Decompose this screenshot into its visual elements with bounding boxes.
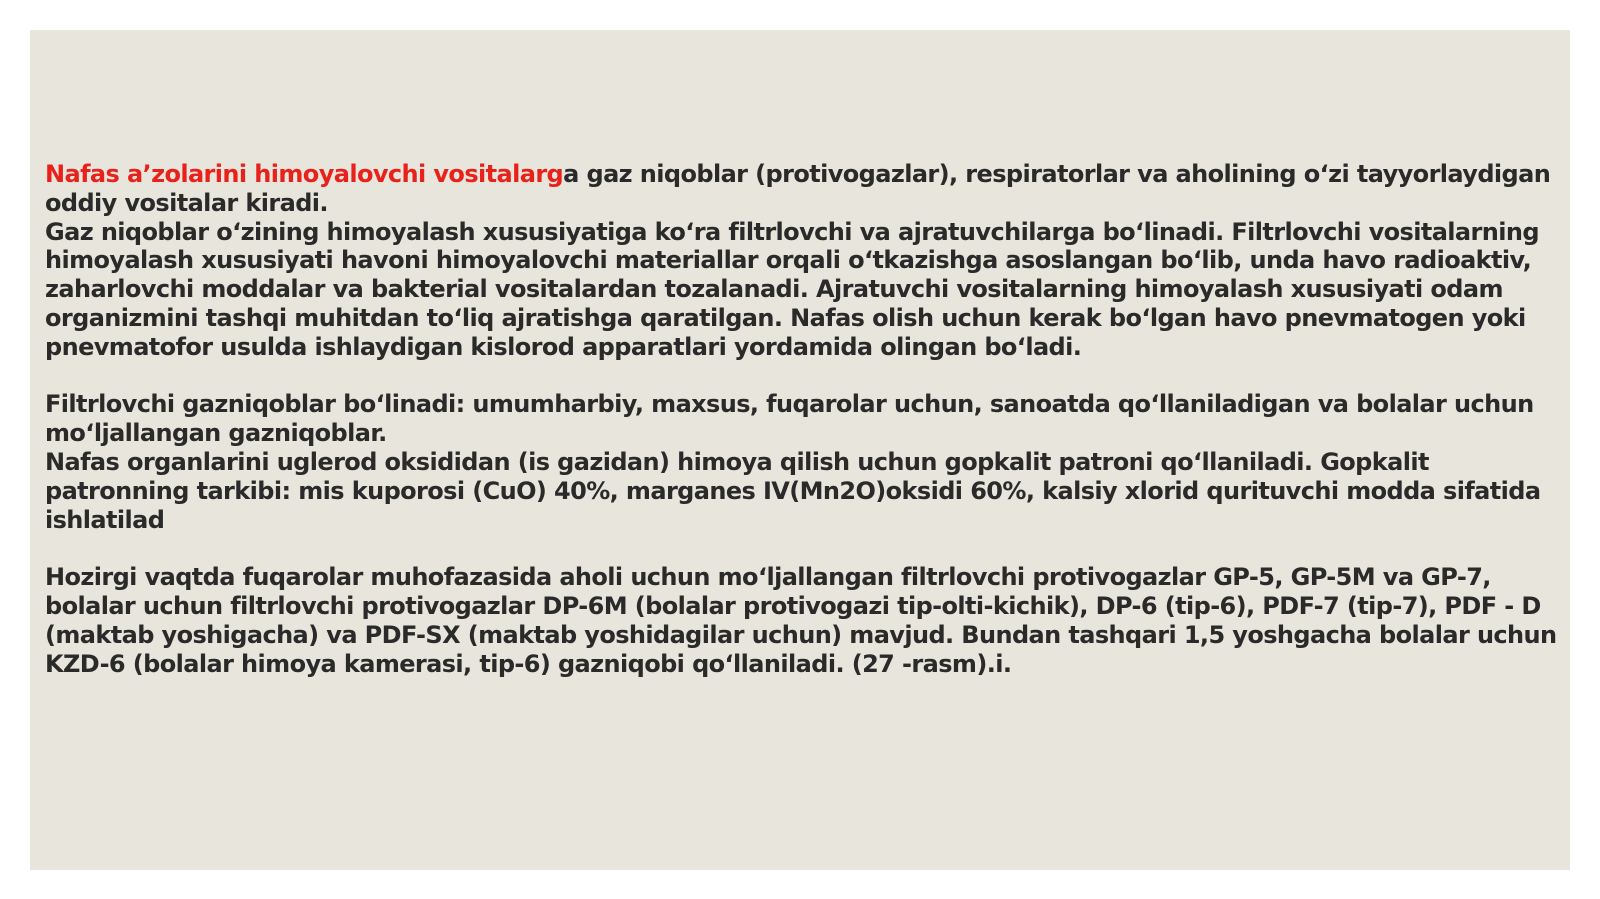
paragraph-gopkalit-cartridge: Nafas organlarini uglerod oksididan (is gazidan) himoya qilish uchun gopkalit patroni qo‘llaniladi. Gopkalit patronning tarkibi: mis kuporosi (CuO) 40%, marganes IV(Mn2O)oksidi 60%, kalsiy xlorid qurituvchi modda sifatida ishlatilad [45, 447, 1541, 534]
paragraph-intro [45, 160, 1560, 218]
paragraph-spacer [45, 362, 1560, 391]
intro-rest: a gaz niqoblar (protivogazlar), respiratorlar va aholining o‘zi tayyorlaydigan oddiy vositalar kiradi. [45, 160, 1551, 217]
slide-text-body [45, 160, 1560, 678]
paragraph-filter-categories: Filtrlovchi gazniqoblar bo‘linadi: umumharbiy, maxsus, fuqarolar uchun, sanoatda qo‘llaniladigan va bolalar uchun mo‘ljallangan gazniqoblar. [45, 390, 1534, 448]
paragraph-gas-mask-types: Gaz niqoblar o‘zining himoyalash xususiyatiga ko‘ra filtrlovchi va ajratuvchilarga bo‘linadi. Filtrlovchi vositalarning himoyalash xususiyati havoni himoyalovchi materiallar orqali o‘tkazishga asoslangan bo‘lib, unda havo radioaktiv, zaharlovchi moddalar va bakterial vositalardan tozalanadi. Ajratuvchi vositalarning himoyalash xususiyati odam organizmini tashqi muhitdan to‘liq ajratishga qaratilgan. Nafas olish uchun kerak bo‘lgan havo pnevmatogen yoki pnevmatofor usulda ishlaydigan kislorod apparatlari yordamida olingan bo‘ladi. [45, 217, 1539, 361]
paragraph-current-models: Hozirgi vaqtda fuqarolar muhofazasida aholi uchun mo‘ljallangan filtrlovchi protivogazlar GP-5, GP-5M va GP-7, bolalar uchun filtrlovchi protivogazlar DP-6M (bolalar protivogazi tip-olti-kichik), DP-6 (tip-6), PDF-7 (tip-7), PDF - D (maktab yoshigacha) va PDF-SX (maktab yoshidagilar uchun) mavjud. Bundan tashqari 1,5 yoshgacha bolalar uchun KZD-6 (bolalar himoya kamerasi, tip-6) gazniqobi qo‘llaniladi. (27 -rasm).i. [45, 563, 1557, 678]
highlighted-term: Nafas a’zolarini himoyalovchi vositalarg [45, 160, 564, 188]
slide [30, 30, 1570, 870]
paragraph-spacer [45, 534, 1560, 563]
